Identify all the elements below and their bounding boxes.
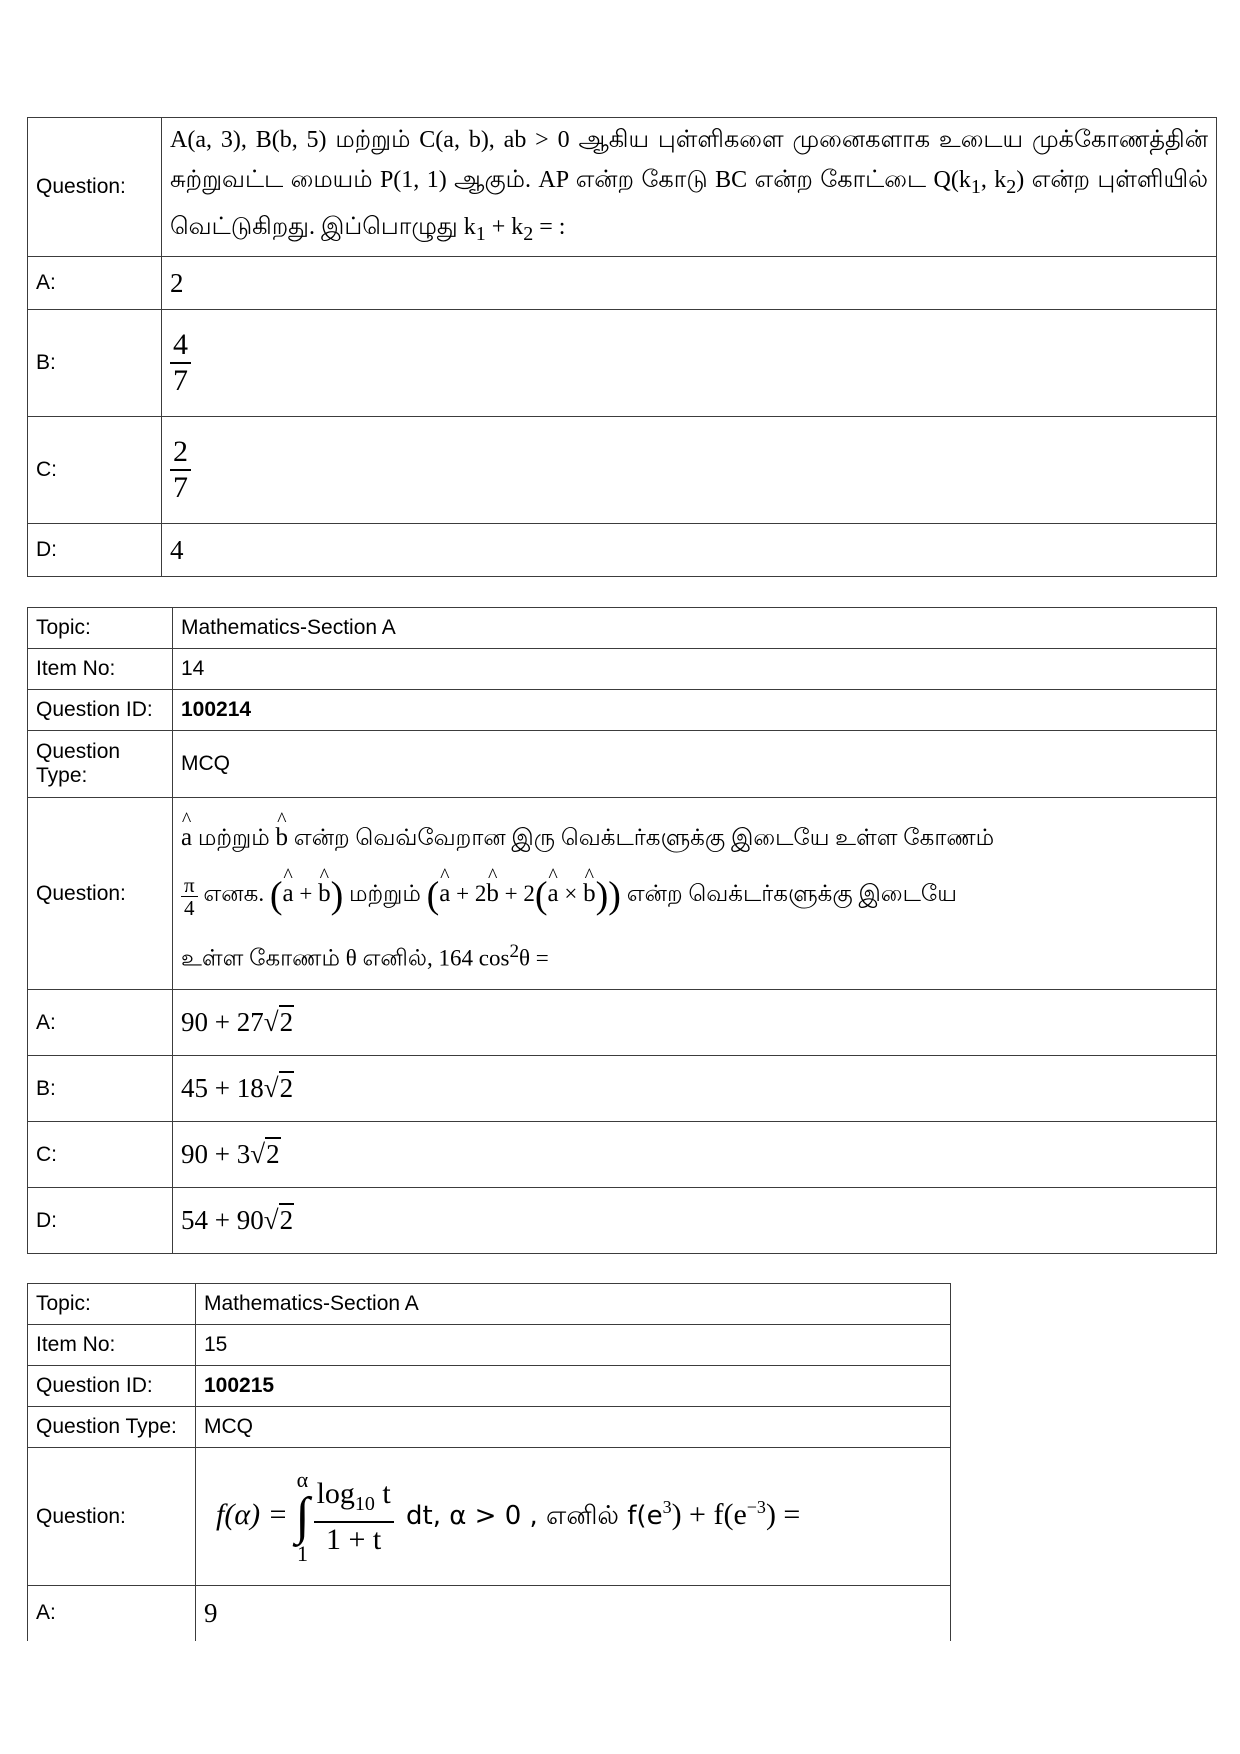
option-b-label: B:: [28, 1056, 173, 1122]
question-type-label: Question Type:: [28, 1407, 196, 1448]
topic-value: Mathematics-Section A: [196, 1284, 951, 1325]
option-a-value: 90 + 27√2: [173, 990, 1217, 1056]
question-label: Question:: [28, 798, 173, 990]
fraction: $\frac{4}{7}$: [170, 328, 191, 398]
question-block-1: [27, 117, 1217, 577]
topic-value: Mathematics-Section A: [173, 608, 1217, 649]
question-id-value: 100214: [173, 690, 1217, 731]
fraction: $\frac{2}{7}$: [170, 435, 191, 505]
option-a-label: A:: [28, 1586, 196, 1641]
option-a-label: A:: [28, 990, 173, 1056]
item-no-label: Item No:: [28, 649, 173, 690]
option-b-label: B:: [28, 310, 162, 417]
question-formula: f(α) = α ∫ 1 $\frac{\log_{10} t}{1 + t}$ dt, α > 0 , எனில் $f(e^3) + f(e^{-3})$ =: [196, 1448, 951, 1586]
question-id-label: Question ID:: [28, 690, 173, 731]
option-c-value: [162, 417, 1217, 524]
option-d-value: 4: [162, 524, 1217, 577]
pi-over-four: $\frac{\pi}{4}$: [181, 874, 198, 919]
question-label: Question:: [28, 118, 162, 257]
option-b-value: [162, 310, 1217, 417]
option-b-value: 45 + 18√2: [173, 1056, 1217, 1122]
question-label: Question:: [28, 1448, 196, 1586]
option-c-value: 90 + 3√2: [173, 1122, 1217, 1188]
integral-sign: α ∫ 1: [295, 1466, 310, 1566]
option-a-value: 9: [196, 1586, 951, 1641]
item-no-value: 15: [196, 1325, 951, 1366]
option-a-value: 2: [162, 257, 1217, 310]
question-type-value: MCQ: [173, 731, 1217, 798]
question-block-3: [27, 1283, 951, 1641]
question-text: ^ a மற்றும் ^ b என்ற வெவ்வேறான இரு வெக்டர்களுக்கு இடையே உள்ள கோணம் $\frac{\pi}{4}$ எனக. (^ a + ^ b) மற்றும் (^ a + 2^ b + 2(^ a × ^ b)) என்ற வெக்டர்களுக்கு இடையே உள்ள கோணம் θ எனில், 164 $\cos^2\theta$ =: [173, 798, 1217, 990]
question-text: A(a, 3), B(b, 5) மற்றும் C(a, b), ab > 0 ஆகிய புள்ளிகளை முனைகளாக உடைய முக்கோணத்தின் சுற்றுவட்ட மையம் P(1, 1) ஆகும். AP என்ற கோடு BC என்ற கோட்டை $Q(k_1$, $k_2$) என்ற புள்ளியில் வெட்டுகிறது. இப்பொழுது $k_1 + k_2$ = :: [162, 118, 1217, 257]
question-id-value: 100215: [196, 1366, 951, 1407]
option-c-label: C:: [28, 1122, 173, 1188]
option-d-label: D:: [28, 524, 162, 577]
option-d-value: 54 + 90√2: [173, 1188, 1217, 1254]
option-c-label: C:: [28, 417, 162, 524]
option-d-label: D:: [28, 1188, 173, 1254]
item-no-label: Item No:: [28, 1325, 196, 1366]
question-id-label: Question ID:: [28, 1366, 196, 1407]
question-type-label: Question Type:: [28, 731, 173, 798]
item-no-value: 14: [173, 649, 1217, 690]
log-fraction: $\frac{\log_{10} t}{1 + t}$: [314, 1477, 394, 1557]
topic-label: Topic:: [28, 1284, 196, 1325]
question-type-value: MCQ: [196, 1407, 951, 1448]
topic-label: Topic:: [28, 608, 173, 649]
option-a-label: A:: [28, 257, 162, 310]
question-block-2: [27, 607, 1217, 1254]
